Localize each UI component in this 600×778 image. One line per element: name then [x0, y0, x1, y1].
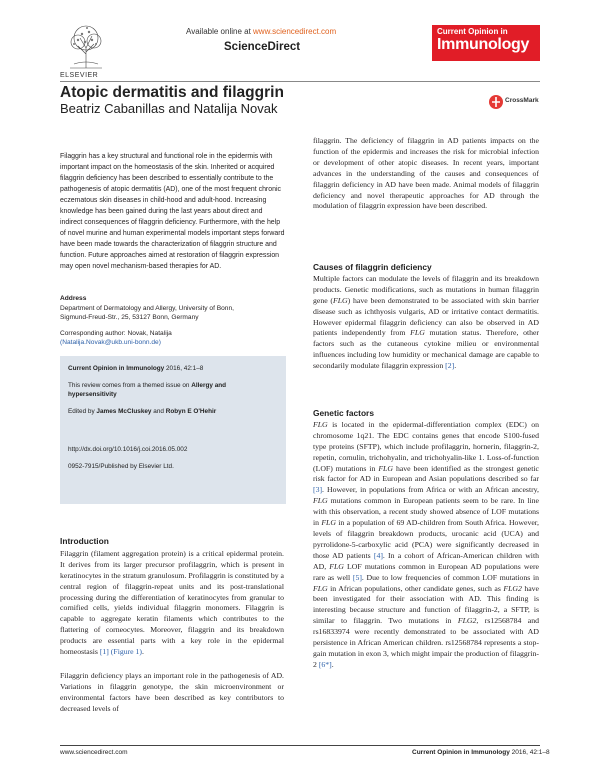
publisher-name: ELSEVIER [60, 72, 99, 79]
issn-line: 0952-7915/Published by Elsevier Ltd. [68, 463, 174, 470]
intro-p1-end: . [142, 647, 144, 657]
causes-text-b: ) have been demonstrated to be associated with skin barrier disease such as ichthyosis vulgaris, AD or irritative contact dermatitis. However epidermal filaggrin deficiency can also be observed in AD patients independently from [313, 295, 539, 338]
citation-line [68, 364, 203, 373]
address-line-1: Department of Dermatology and Allergy, University of Bonn, [60, 305, 234, 312]
doi-link[interactable]: http://dx.doi.org/10.1016/j.coi.2016.05.002 [68, 446, 188, 453]
causes-heading: Causes of filaggrin deficiency [313, 262, 432, 272]
genetic-factors-heading: Genetic factors [313, 408, 374, 418]
introduction-heading: Introduction [60, 536, 109, 546]
elsevier-tree-logo-icon [62, 20, 110, 72]
header-divider [60, 81, 540, 82]
gen-text-5: in a population of 69 AD-children from South Africa. However, levels of filaggrin breakdown products, urocanic acid (UCA) and pyrrolidone-5-carboxylic acid (PCA) were significantly decreased in those AD patients [313, 518, 539, 560]
gen-flg-b: FLG [378, 463, 393, 473]
themed-issue-prefix: This review comes from a themed issue on [68, 382, 192, 389]
causes-text-a: Multiple factors can modulate the levels of filaggrin and its breakdown products. Genetic modifications, such as mutations in human filaggrin gene ( [313, 273, 539, 305]
sciencedirect-url-link[interactable]: www.sciencedirect.com [253, 27, 337, 36]
article-title: Atopic dermatitis and filaggrin [60, 84, 284, 101]
availability-line [186, 27, 336, 36]
gen-citation-5[interactable]: [5] [352, 572, 362, 582]
gen-flg2-a: FLG2 [503, 583, 522, 593]
platform-name: ScienceDirect [224, 41, 301, 53]
editor-1: James McCluskey [96, 408, 152, 415]
genetic-factors-paragraph [313, 420, 539, 671]
themed-issue-topic-2: hypersensitivity [68, 391, 117, 398]
corresponding-email-link[interactable]: (Natalija.Novak@ukb.uni-bonn.de) [60, 339, 161, 346]
gen-flg-f: FLG [313, 583, 328, 593]
gen-text-2: have been identified as the strongest genetic risk factor for AD in European and Asian populations described so far [313, 463, 539, 484]
causes-section [313, 262, 539, 372]
abstract-text: Filaggrin has a key structural and functional role in the epidermis with important impact on the homeostasis of the skin. Inherited or acquired filaggrin deficiency has been described to essentially contribute to the pathogenesis of atopic dermatitis (AD), one of the most frequent chronic eczematous skin diseases in child-hood and adult-hood. Increasing knowledge has been gained during the last years about direct and indirect consequences of filaggrin deficiency. Furthermore, with the help of novel murine and human experimental models important steps forward have been made towards the characterization of filaggrin structure and function. Future approaches aimed at restoration of filaggrin expression may open novel mechanism-based therapies for AD. [60, 153, 285, 271]
gen-text-6: . In a cohort of African-American children with AD, [313, 550, 539, 571]
gen-text-3: . However, in populations from Africa or with an African ancestry, [322, 485, 539, 495]
address-line-2: Sigmund-Freud-Str., 25, 53127 Bonn, Germany [60, 314, 199, 321]
crossmark-label: CrossMark [505, 97, 539, 104]
citation-journal: Current Opinion in Immunology [68, 365, 165, 372]
availability-prefix: Available online at [186, 27, 254, 36]
gen-citation-3[interactable]: [3] [313, 485, 323, 495]
gen-text-7: LOF mutations common in European AD populations were rare as well [313, 561, 539, 582]
gen-text-4: mutations common in European patients seem to be rare. In line with this observation, a recent study showed absence of LOF mutations in [313, 496, 539, 528]
causes-flg-2: FLG [410, 328, 425, 338]
intro-p1-text: Filaggrin (filament aggregation protein) is a critical epidermal protein. It derives from its larger precursor profilaggrin, which is present in keratinocytes in the stratum granulosum. Profilaggrin is constituted by a central region of filaggrin-repeat units and its post-translational processing during the differentiation of keratinocytes from granular to cornified cells, yields individual filaggrin monomers. Filaggrin is capable to aggregate keratin filaments which contributes to the flattering of corneocytes. Moreover, filaggrin and its breakdown products are essential parts with a key role in the epidermal homeostasis [60, 548, 284, 657]
introduction-paragraph-1 [60, 549, 284, 658]
gen-flg-a: FLG [313, 419, 328, 429]
introduction-continued [313, 136, 539, 212]
introduction-paragraph-2: Filaggrin deficiency plays an important role in the pathogenesis of AD. Variations in filaggrin genotype, the skin microenvironment or environmental factors have been described as key contributors to decreased levels of [60, 670, 284, 713]
address-block [60, 304, 285, 322]
themed-issue-topic-1: Allergy and [191, 382, 227, 389]
footer-divider [60, 745, 540, 746]
gen-text-8: . Due to low frequencies of common LOF mutations in [361, 572, 539, 582]
introduction-section [60, 536, 284, 715]
gen-text-10: have been investigated for their association with AD. This finding is interesting because structure and function of filaggrin-2, a SFTP, is similar to filaggrin. Two mutations in [313, 583, 539, 626]
footer-citation [412, 749, 550, 756]
editor-2: Robyn E O'Hehir [165, 408, 217, 415]
article-authors: Beatriz Cabanillas and Natalija Novak [60, 101, 278, 116]
gen-end: . [331, 659, 334, 669]
gen-text-11: , rs12568784 and rs16833974 were recently demonstrated to be associated with AD persistence in African American children. rs12568784 represents a stop-gain mutation in exon 3, which might impair the production of filaggrin-2 [313, 616, 539, 669]
editors-prefix: Edited by [68, 408, 97, 415]
causes-flg-1: FLG [333, 295, 348, 305]
footer-volume: 2016, 42:1–8 [509, 749, 550, 756]
gen-flg-d: FLG [321, 518, 336, 528]
causes-paragraph [313, 274, 539, 372]
editors-and: and [151, 408, 166, 415]
gen-citation-4[interactable]: [4] [373, 550, 383, 560]
themed-issue-line [68, 381, 280, 399]
gen-flg2-b: FLG2 [457, 616, 477, 626]
citation-volume: 2016, 42:1–8 [164, 365, 204, 372]
address-heading: Address [60, 295, 87, 302]
journal-banner-top: Current Opinion in [437, 27, 508, 36]
abstract [60, 151, 285, 273]
intro-p1-citation[interactable]: [1] (Figure 1) [99, 647, 143, 657]
genetic-factors-section [313, 408, 539, 671]
gen-text-9: in African populations, other candidate genes, such as [327, 583, 504, 593]
causes-text-c: mutation status. Therefore, other factors such as the cutaneous cytokine milieu or environmental influences including low humidity or mechanical damage are capable to secondarily modulate filaggrin expression [313, 328, 539, 371]
corresponding-author [60, 329, 285, 347]
editors-line [68, 407, 280, 416]
footer-journal: Current Opinion in Immunology [412, 749, 510, 756]
footer-url-link[interactable]: www.sciencedirect.com [60, 749, 128, 756]
gen-citation-6[interactable]: [6*] [318, 659, 332, 669]
article-info-box [60, 356, 286, 504]
journal-banner-title: Immunology [437, 36, 530, 53]
gen-flg-c: FLG [313, 496, 328, 506]
right-paragraph-1: filaggrin. The deficiency of filaggrin in AD patients impacts on the function of the epidermis and increases the risk for microbial infection or development of other atopic diseases. In recent years, important advances in the understanding of the causes and consequences of filaggrin deficiency in AD have been made. Animal models of filaggrin deficiency and novel therapeutic approaches for AD through the modulation of filaggrin expression have been described. [313, 136, 539, 211]
gen-text-1: is located in the epidermal-differentiation complex (EDC) on chromosome 1q21. The EDC contains genes that encode S100-fused type proteins (SFTP), which include profilaggrin, hornerin, filaggrin-2, repetin, cornulin, trichohyalin, and trichohyalin-like 1. Loss-of-function (LOF) mutations in [313, 419, 539, 473]
corresponding-author-name: Corresponding author: Novak, Natalija [60, 330, 172, 337]
causes-citation[interactable]: [2] [445, 361, 455, 371]
causes-end: . [454, 361, 457, 371]
gen-flg-e: FLG [329, 561, 344, 571]
